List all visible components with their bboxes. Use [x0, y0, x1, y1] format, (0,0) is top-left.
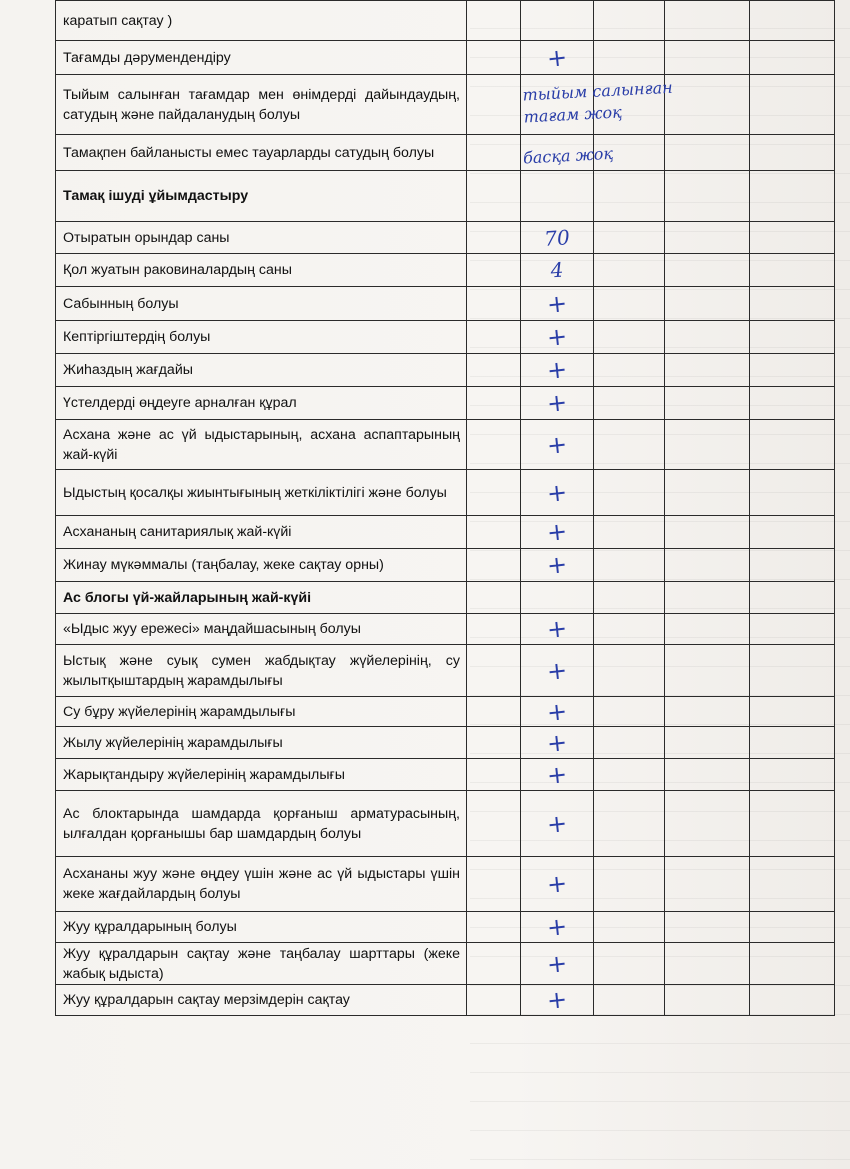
handwritten-check-mark: +	[545, 550, 569, 580]
cell-col-4	[665, 697, 750, 727]
cell-col-4	[665, 645, 750, 697]
cell-col-1	[467, 222, 521, 254]
cell-col-1	[467, 321, 521, 354]
cell-col-2	[521, 354, 594, 387]
table-row	[56, 645, 835, 697]
cell-col-5	[750, 985, 835, 1016]
cell-col-3	[594, 222, 665, 254]
cell-col-3	[594, 516, 665, 549]
cell-col-5	[750, 857, 835, 912]
handwritten-number: 70	[543, 224, 571, 251]
cell-col-4	[665, 420, 750, 470]
cell-col-1	[467, 135, 521, 171]
row-label: Тағамды дәрумендендіру	[56, 41, 467, 75]
cell-col-3	[594, 387, 665, 420]
cell-col-3	[594, 727, 665, 759]
cell-col-4	[665, 582, 750, 614]
cell-col-3	[594, 41, 665, 75]
cell-col-2	[521, 254, 594, 287]
cell-col-1	[467, 420, 521, 470]
row-label: Жарықтандыру жүйелерінің жарамдылығы	[56, 759, 467, 791]
cell-col-3	[594, 354, 665, 387]
table-row	[56, 759, 835, 791]
cell-col-5	[750, 354, 835, 387]
cell-col-1	[467, 791, 521, 857]
cell-col-1	[467, 759, 521, 791]
table-row	[56, 135, 835, 171]
handwritten-check-mark: +	[545, 477, 569, 508]
cell-col-2	[521, 759, 594, 791]
row-label: Асхананы жуу және өңдеу үшін және ас үй ыдыстары үшін жеке жағдайлардың болуы	[56, 857, 467, 912]
row-label: Тамақпен байланысты емес тауарларды сатудың болуы	[56, 135, 467, 171]
cell-col-2	[521, 75, 674, 135]
cell-col-3	[594, 943, 665, 985]
cell-col-4	[665, 354, 750, 387]
cell-col-3	[594, 420, 665, 470]
cell-col-2	[521, 549, 594, 582]
cell-col-3	[594, 791, 665, 857]
cell-col-4	[665, 985, 750, 1016]
cell-col-5	[750, 75, 835, 135]
row-label: Жиһаздың жағдайы	[56, 354, 467, 387]
row-label: Кептіргіштердің болуы	[56, 321, 467, 354]
table-row	[56, 41, 835, 75]
cell-col-2	[521, 1, 594, 41]
table-row	[56, 943, 835, 985]
cell-col-2	[521, 791, 594, 857]
handwritten-check-mark: +	[545, 614, 569, 644]
row-label: Үстелдерді өңдеуге арналған құрал	[56, 387, 467, 420]
cell-col-1	[467, 912, 521, 943]
cell-col-2	[521, 985, 594, 1016]
table-row	[56, 222, 835, 254]
cell-col-2	[521, 287, 594, 321]
section-title: Ас блогы үй-жайларының жай-күйі	[56, 582, 467, 614]
cell-col-4	[665, 727, 750, 759]
cell-col-5	[750, 321, 835, 354]
cell-col-2	[521, 727, 594, 759]
table-row	[56, 697, 835, 727]
cell-col-3	[594, 171, 665, 222]
cell-col-5	[750, 171, 835, 222]
cell-col-4	[665, 470, 750, 516]
cell-col-2	[521, 857, 594, 912]
handwritten-check-mark: +	[545, 355, 569, 385]
row-label: Жуу құралдарының болуы	[56, 912, 467, 943]
table-row	[56, 614, 835, 645]
row-label: каратып сақтау )	[56, 1, 467, 41]
handwritten-check-mark: +	[545, 288, 569, 319]
cell-col-5	[750, 759, 835, 791]
cell-col-2	[521, 135, 614, 171]
cell-col-3	[594, 759, 665, 791]
inspection-table	[55, 0, 835, 1016]
cell-col-4	[665, 614, 750, 645]
table-row	[56, 857, 835, 912]
cell-col-5	[750, 697, 835, 727]
cell-col-4	[665, 516, 750, 549]
cell-col-2	[521, 420, 594, 470]
table-row	[56, 354, 835, 387]
cell-col-3	[594, 470, 665, 516]
cell-col-2	[521, 41, 594, 75]
cell-col-1	[467, 516, 521, 549]
cell-col-2	[521, 171, 594, 222]
table-row	[56, 287, 835, 321]
table-row	[56, 985, 835, 1016]
cell-col-2	[521, 516, 594, 549]
row-label: Отыратын орындар саны	[56, 222, 467, 254]
cell-col-5	[750, 645, 835, 697]
cell-col-3	[594, 614, 665, 645]
section-row	[56, 582, 835, 614]
table-row	[56, 254, 835, 287]
cell-col-5	[750, 727, 835, 759]
cell-col-4	[665, 387, 750, 420]
table-row	[56, 791, 835, 857]
table-row	[56, 321, 835, 354]
cell-col-2	[521, 943, 594, 985]
cell-col-5	[750, 41, 835, 75]
cell-col-5	[750, 614, 835, 645]
handwritten-note: тыйым салынған тағам жоқ	[522, 77, 674, 127]
cell-col-2	[521, 912, 594, 943]
cell-col-3	[594, 645, 665, 697]
cell-col-4	[665, 287, 750, 321]
row-label: Жинау мүкәммалы (таңбалау, жеке сақтау орны)	[56, 549, 467, 582]
cell-col-1	[467, 41, 521, 75]
cell-col-4	[665, 943, 750, 985]
cell-col-3	[594, 857, 665, 912]
handwritten-check-mark: +	[545, 985, 569, 1015]
cell-col-1	[467, 614, 521, 645]
cell-col-1	[467, 697, 521, 727]
cell-col-1	[467, 985, 521, 1016]
cell-col-2	[521, 470, 594, 516]
cell-col-3	[594, 582, 665, 614]
table-row	[56, 420, 835, 470]
table-row	[56, 1, 835, 41]
row-label: Асхананың санитариялық жай-күйі	[56, 516, 467, 549]
cell-col-4	[665, 222, 750, 254]
cell-col-5	[750, 470, 835, 516]
cell-col-4	[665, 254, 750, 287]
row-label: Жуу құралдарын сақтау және таңбалау шарттары (жеке жабық ыдыста)	[56, 943, 467, 985]
cell-col-1	[467, 254, 521, 287]
cell-col-3	[594, 985, 665, 1016]
handwritten-check-mark: +	[545, 808, 569, 839]
cell-col-5	[750, 791, 835, 857]
table-row	[56, 470, 835, 516]
row-label: Ыдыстың қосалқы жиынтығының жеткіліктілігі және болуы	[56, 470, 467, 516]
cell-col-4	[665, 321, 750, 354]
cell-col-1	[467, 727, 521, 759]
handwritten-check-mark: +	[545, 727, 569, 758]
handwritten-check-mark: +	[545, 429, 569, 460]
cell-col-5	[750, 1, 835, 41]
cell-col-2	[521, 387, 594, 420]
row-label: Жылу жүйелерінің жарамдылығы	[56, 727, 467, 759]
cell-col-5	[750, 387, 835, 420]
cell-col-5	[750, 549, 835, 582]
cell-col-2	[521, 645, 594, 697]
cell-col-1	[467, 354, 521, 387]
cell-col-3	[594, 287, 665, 321]
handwritten-check-mark: +	[545, 388, 569, 418]
cell-col-5	[750, 222, 835, 254]
handwritten-check-mark: +	[545, 759, 569, 790]
cell-col-4	[665, 549, 750, 582]
handwritten-check-mark: +	[545, 517, 569, 547]
row-label: Тыйым салынған тағамдар мен өнімдерді дайындаудың, сатудың және пайдаланудың болуы	[56, 75, 467, 135]
handwritten-check-mark: +	[545, 655, 569, 686]
cell-col-1	[467, 943, 521, 985]
cell-col-3	[594, 697, 665, 727]
table-row	[56, 549, 835, 582]
cell-col-1	[467, 171, 521, 222]
cell-col-2	[521, 582, 594, 614]
cell-col-3	[594, 549, 665, 582]
cell-col-4	[665, 759, 750, 791]
cell-col-1	[467, 387, 521, 420]
cell-col-3	[594, 135, 665, 171]
row-label: Қол жуатын раковиналардың саны	[56, 254, 467, 287]
table-row	[56, 387, 835, 420]
handwritten-check-mark: +	[545, 948, 569, 979]
cell-col-1	[467, 287, 521, 321]
cell-col-2	[521, 321, 594, 354]
cell-col-4	[665, 857, 750, 912]
cell-col-5	[750, 420, 835, 470]
table-row	[56, 727, 835, 759]
section-title: Тамақ ішуді ұйымдастыру	[56, 171, 467, 222]
cell-col-4	[665, 75, 750, 135]
table-row	[56, 912, 835, 943]
handwritten-note: басқа жоқ	[522, 143, 614, 167]
cell-col-5	[750, 135, 835, 171]
cell-col-3	[594, 75, 665, 135]
cell-col-3	[594, 912, 665, 943]
handwritten-check-mark: +	[545, 322, 569, 352]
row-label: Жуу құралдарын сақтау мерзімдерін сақтау	[56, 985, 467, 1016]
row-label: Су бұру жүйелерінің жарамдылығы	[56, 697, 467, 727]
cell-col-5	[750, 287, 835, 321]
cell-col-4	[665, 135, 750, 171]
cell-col-4	[665, 912, 750, 943]
cell-col-1	[467, 645, 521, 697]
cell-col-4	[665, 171, 750, 222]
cell-col-1	[467, 549, 521, 582]
cell-col-1	[467, 1, 521, 41]
cell-col-1	[467, 582, 521, 614]
cell-col-4	[665, 791, 750, 857]
cell-col-2	[521, 222, 594, 254]
cell-col-5	[750, 582, 835, 614]
row-label: «Ыдыс жуу ережесі» маңдайшасының болуы	[56, 614, 467, 645]
cell-col-3	[594, 254, 665, 287]
section-row	[56, 171, 835, 222]
cell-col-5	[750, 912, 835, 943]
table-row	[56, 516, 835, 549]
cell-col-3	[594, 321, 665, 354]
cell-col-5	[750, 516, 835, 549]
handwritten-check-mark: +	[545, 869, 569, 899]
handwritten-check-mark: +	[545, 42, 569, 73]
cell-col-1	[467, 470, 521, 516]
cell-col-4	[665, 1, 750, 41]
row-label: Ас блоктарында шамдарда қорғаныш арматурасының, ылғалдан қорғанышы бар шамдардың болуы	[56, 791, 467, 857]
cell-col-4	[665, 41, 750, 75]
table-row	[56, 75, 835, 135]
cell-col-1	[467, 75, 521, 135]
handwritten-check-mark: +	[545, 912, 569, 942]
handwritten-check-mark: +	[545, 696, 569, 727]
row-label: Ыстық және суық сумен жабдықтау жүйелерінің, су жылытқыштардың жарамдылығы	[56, 645, 467, 697]
cell-col-1	[467, 857, 521, 912]
cell-col-3	[594, 1, 665, 41]
cell-col-2	[521, 614, 594, 645]
row-label: Сабынның болуы	[56, 287, 467, 321]
cell-col-5	[750, 254, 835, 287]
row-label: Асхана және ас үй ыдыстарының, асхана аспаптарының жай-күйі	[56, 420, 467, 470]
handwritten-number: 4	[549, 257, 565, 283]
cell-col-5	[750, 943, 835, 985]
cell-col-2	[521, 697, 594, 727]
